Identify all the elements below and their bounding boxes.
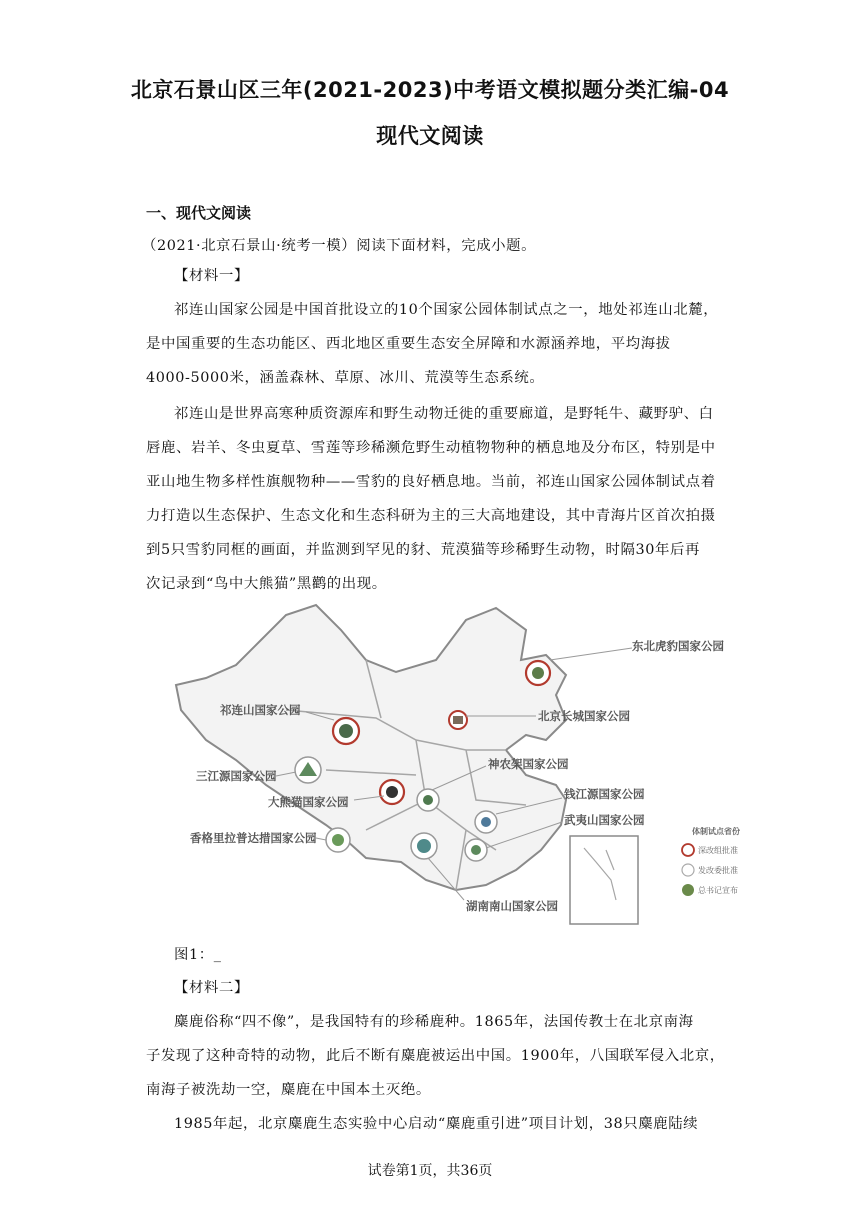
park-marker-xianggelila — [326, 828, 350, 852]
park-marker-sanjiangyuan — [295, 757, 321, 783]
park-label: 湖南南山国家公园 — [466, 899, 558, 913]
south-china-sea-inset — [570, 836, 638, 924]
figure-caption: 图1：_ — [174, 947, 222, 963]
material1-line: 力打造以生态保护、生态文化和生态科研为主的三大高地建设，其中青海片区首次拍摄 — [146, 508, 716, 524]
park-label: 北京长城国家公园 — [538, 709, 630, 723]
legend-item: 深改组批准 — [698, 846, 738, 855]
park-marker-dongbei — [526, 661, 550, 685]
material2-heading: 【材料二】 — [174, 980, 249, 996]
park-label: 东北虎豹国家公园 — [632, 639, 724, 653]
legend-item: 总书记宣布 — [698, 886, 738, 895]
map-outline — [176, 605, 566, 890]
park-label: 大熊猫国家公园 — [268, 795, 349, 809]
legend-title: 体制试点省份 — [692, 827, 740, 836]
page-title-line2: 现代文阅读 — [376, 124, 484, 148]
park-label: 香格里拉普达措国家公园 — [190, 831, 317, 845]
material1-line: 4000-5000米，涵盖森林、草原、冰川、荒漠等生态系统。 — [146, 370, 545, 386]
park-marker-nanshan — [411, 833, 437, 859]
material1-line: 是中国重要的生态功能区、西北地区重要生态安全屏障和水源涵养地，平均海拔 — [146, 336, 671, 352]
material1-line: 亚山地生物多样性旗舰物种——雪豹的良好栖息地。当前，祁连山国家公园体制试点着 — [146, 474, 716, 490]
park-marker-wuyishan — [465, 839, 487, 861]
material1-heading: 【材料一】 — [174, 268, 249, 284]
material2-line: 1985年起，北京麋鹿生态实验中心启动“麋鹿重引进”项目计划，38只麋鹿陆续 — [174, 1116, 699, 1132]
park-marker-qianjiangyuan — [475, 811, 497, 833]
park-label: 钱江源国家公园 — [564, 787, 645, 801]
material2-line: 子发现了这种奇特的动物，此后不断有麋鹿被运出中国。1900年，八国联军侵入北京， — [146, 1048, 725, 1064]
park-marker-panda — [380, 780, 404, 804]
park-marker-beijing — [449, 711, 467, 729]
park-label: 武夷山国家公园 — [564, 813, 645, 827]
material1-line: 祁连山国家公园是中国首批设立的10个国家公园体制试点之一，地处祁连山北麓， — [174, 302, 719, 318]
source-line: （2021·北京石景山·统考一模）阅读下面材料，完成小题。 — [142, 238, 537, 254]
park-label: 祁连山国家公园 — [220, 703, 301, 717]
map-legend — [682, 826, 740, 896]
park-marker-qilian — [333, 718, 359, 744]
material2-line: 南海子被洗劫一空，麋鹿在中国本土灭绝。 — [146, 1082, 431, 1098]
section-heading: 一、现代文阅读 — [146, 204, 252, 222]
page-title-line1: 北京石景山区三年(2021-2023)中考语文模拟题分类汇编-04 — [130, 78, 730, 102]
material1-line: 到5只雪豹同框的画面，并监测到罕见的豺、荒漠猫等珍稀野生动物，时隔30年后再 — [146, 542, 700, 558]
legend-item: 发改委批准 — [698, 866, 738, 875]
china-national-parks-map — [166, 600, 766, 930]
page-footer: 试卷第1页，共36页 — [367, 1163, 493, 1179]
material2-line: 麋鹿俗称“四不像”，是我国特有的珍稀鹿种。1865年，法国传教士在北京南海 — [174, 1014, 694, 1030]
material1-line: 祁连山是世界高寒种质资源库和野生动物迁徙的重要廊道，是野牦牛、藏野驴、白 — [174, 406, 714, 422]
park-marker-shennongjia — [417, 789, 439, 811]
material1-line: 唇鹿、岩羊、冬虫夏草、雪莲等珍稀濒危野生动植物物种的栖息地及分布区，特别是中 — [146, 440, 716, 456]
park-label: 三江源国家公园 — [196, 769, 277, 783]
park-label: 神农架国家公园 — [488, 757, 569, 771]
material1-line: 次记录到“鸟中大熊猫”黑鹳的出现。 — [146, 576, 387, 592]
